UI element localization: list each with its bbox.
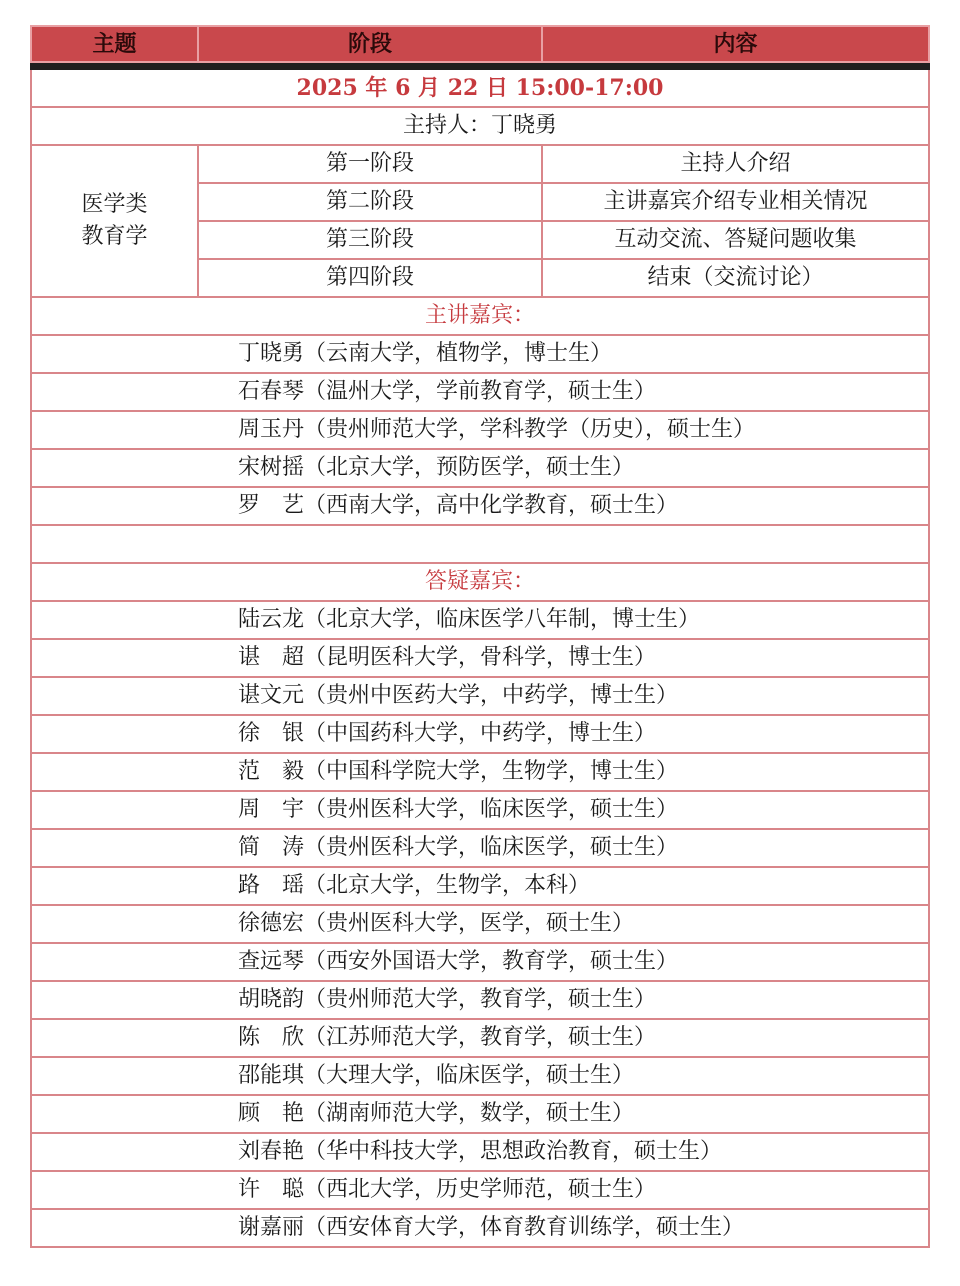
qa-guest-entry: 徐 银（中国药科大学，中药学，博士生） (31, 715, 929, 753)
host-line: 主持人：丁晓勇 (31, 107, 929, 145)
host-row (31, 107, 929, 145)
header-topic: 主题 (31, 26, 198, 62)
stage-content: 互动交流、答疑问题收集 (542, 221, 929, 259)
qa-guest-entry: 谢嘉丽（西安体育大学，体育教育训练学，硕士生） (31, 1209, 929, 1247)
stage-name: 第二阶段 (198, 183, 542, 221)
event-date: 2025 年 6 月 22 日 15:00-17:00 (31, 69, 929, 107)
qa-title-row (31, 563, 929, 601)
header-row (31, 26, 929, 62)
category-line-1: 医学类 (81, 192, 148, 217)
qa-row (31, 639, 929, 677)
qa-guest-entry: 查远琴（西安外国语大学，教育学，硕士生） (31, 943, 929, 981)
speakers-title-row (31, 297, 929, 335)
blank-row (31, 525, 929, 563)
stage-name: 第三阶段 (198, 221, 542, 259)
qa-row (31, 1019, 929, 1057)
qa-guest-entry: 谌 超（昆明医科大学，骨科学，博士生） (31, 639, 929, 677)
qa-row (31, 829, 929, 867)
qa-guest-entry: 许 聪（西北大学，历史学师范，硕士生） (31, 1171, 929, 1209)
qa-guest-entry: 刘春艳（华中科技大学，思想政治教育，硕士生） (31, 1133, 929, 1171)
speaker-entry: 周玉丹（贵州师范大学，学科教学（历史），硕士生） (31, 411, 929, 449)
speaker-row (31, 487, 929, 525)
stage-name: 第一阶段 (198, 145, 542, 183)
qa-row (31, 943, 929, 981)
stage-content: 主持人介绍 (542, 145, 929, 183)
qa-row (31, 753, 929, 791)
qa-guest-entry: 路 瑶（北京大学，生物学，本科） (31, 867, 929, 905)
qa-row (31, 677, 929, 715)
qa-row (31, 1171, 929, 1209)
speaker-entry: 罗 艺（西南大学，高中化学教育，硕士生） (31, 487, 929, 525)
header-divider (31, 62, 929, 69)
qa-row (31, 791, 929, 829)
date-row (31, 69, 929, 107)
qa-row (31, 1209, 929, 1247)
speaker-entry: 丁晓勇（云南大学，植物学，博士生） (31, 335, 929, 373)
qa-row (31, 867, 929, 905)
header-stage: 阶段 (198, 26, 542, 62)
qa-row (31, 905, 929, 943)
schedule-table-frame (30, 25, 928, 1248)
stage-row (31, 145, 929, 183)
qa-guest-entry: 简 涛（贵州医科大学，临床医学，硕士生） (31, 829, 929, 867)
header-content: 内容 (542, 26, 929, 62)
qa-guest-entry: 徐德宏（贵州医科大学，医学，硕士生） (31, 905, 929, 943)
qa-guest-entry: 陈 欣（江苏师范大学，教育学，硕士生） (31, 1019, 929, 1057)
qa-row (31, 1133, 929, 1171)
qa-title: 答疑嘉宾： (31, 563, 929, 601)
speaker-row (31, 373, 929, 411)
qa-guest-entry: 谌文元（贵州中医药大学，中药学，博士生） (31, 677, 929, 715)
qa-guest-entry: 陆云龙（北京大学，临床医学八年制，博士生） (31, 601, 929, 639)
stage-name: 第四阶段 (198, 259, 542, 297)
category-cell (31, 145, 198, 297)
speaker-row (31, 411, 929, 449)
qa-row (31, 1057, 929, 1095)
speaker-row (31, 449, 929, 487)
qa-guest-entry: 邵能琪（大理大学，临床医学，硕士生） (31, 1057, 929, 1095)
stage-content: 主讲嘉宾介绍专业相关情况 (542, 183, 929, 221)
qa-row (31, 601, 929, 639)
blank-cell (31, 525, 929, 563)
qa-guest-entry: 范 毅（中国科学院大学，生物学，博士生） (31, 753, 929, 791)
qa-guest-entry: 胡晓韵（贵州师范大学，教育学，硕士生） (31, 981, 929, 1019)
speaker-row (31, 335, 929, 373)
speakers-title: 主讲嘉宾： (31, 297, 929, 335)
qa-guest-entry: 周 宇（贵州医科大学，临床医学，硕士生） (31, 791, 929, 829)
category-line-2: 教育学 (81, 224, 148, 249)
stage-content: 结束（交流讨论） (542, 259, 929, 297)
qa-guest-entry: 顾 艳（湖南师范大学，数学，硕士生） (31, 1095, 929, 1133)
speaker-entry: 宋树摇（北京大学，预防医学，硕士生） (31, 449, 929, 487)
schedule-table (30, 25, 930, 1248)
qa-row (31, 981, 929, 1019)
qa-row (31, 1095, 929, 1133)
speaker-entry: 石春琴（温州大学，学前教育学，硕士生） (31, 373, 929, 411)
qa-row (31, 715, 929, 753)
